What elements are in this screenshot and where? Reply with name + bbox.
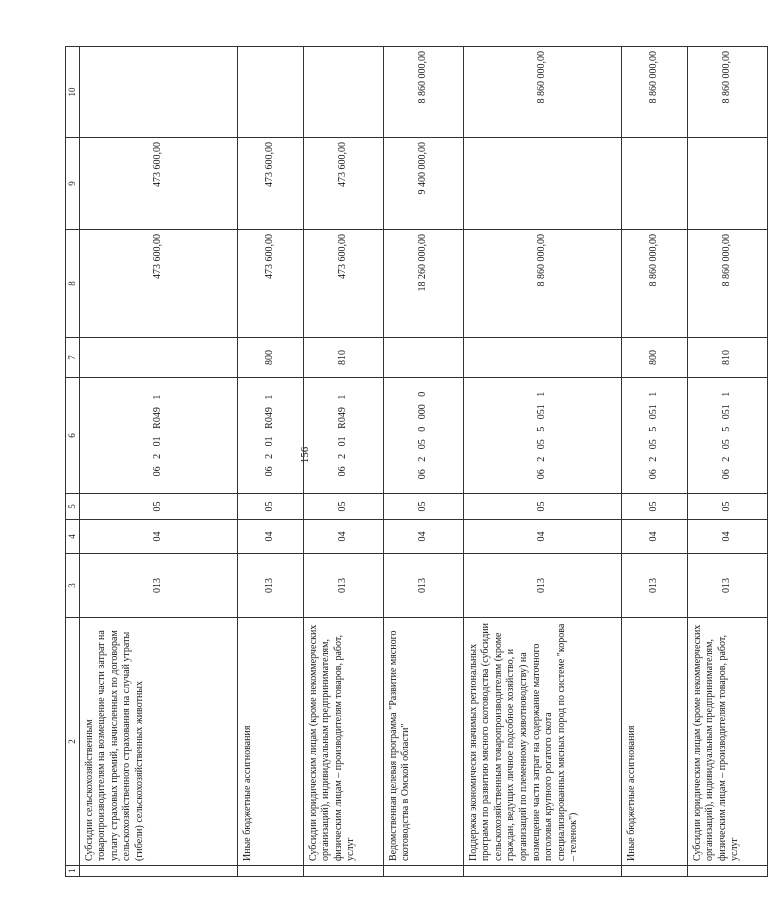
expense-type-code	[79, 338, 237, 378]
row-description: Поддержка экономически значимых региональных программ по развитию мясного скотоводства (субсидии сельскохозяйственным товаропроизводителям (кроме граждан, ведущих личное подсобное хозяйство, и организаций по племенному животноводству) на возмещение части затрат на содержание маточного поголовья крупного рогатого скота специализированных мясных пород по системе "корова – теленок")	[463, 618, 621, 866]
column-header-3: 3	[66, 554, 80, 618]
column-header-7: 7	[66, 338, 80, 378]
amount-total: 8 860 000,00	[463, 230, 621, 338]
table-row	[303, 47, 383, 877]
budget-table-sheet	[65, 47, 741, 877]
page-number: 156	[299, 446, 311, 464]
target-article-code: 06 2 01 R049 1	[79, 378, 237, 494]
expense-type-code: 800	[237, 338, 303, 378]
ministry-code: 013	[687, 554, 767, 618]
amount-regional: 8 860 000,00	[463, 47, 621, 138]
column-header-6: 6	[66, 378, 80, 494]
table-row	[687, 47, 767, 877]
amount-total: 18 260 000,00	[383, 230, 463, 338]
target-article-code: 06 2 01 R049 1	[237, 378, 303, 494]
column-header-5: 5	[66, 494, 80, 520]
amount-federal: 473 600,00	[303, 138, 383, 230]
section-code: 04	[621, 520, 687, 554]
table-row	[79, 47, 237, 877]
target-article-code: 06 2 05 5 051 1	[621, 378, 687, 494]
target-article-code: 06 2 05 5 051 1	[687, 378, 767, 494]
expense-type-code: 800	[621, 338, 687, 378]
column-header-1: 1	[66, 866, 80, 877]
amount-total: 473 600,00	[79, 230, 237, 338]
amount-total: 8 860 000,00	[687, 230, 767, 338]
amount-regional	[79, 47, 237, 138]
target-article-code: 06 2 01 R049 1	[303, 378, 383, 494]
column-header-4: 4	[66, 520, 80, 554]
amount-federal	[621, 138, 687, 230]
expense-type-code: 810	[687, 338, 767, 378]
table-header	[66, 47, 80, 877]
ministry-code: 013	[621, 554, 687, 618]
section-code: 04	[237, 520, 303, 554]
row-description: Субсидии юридическим лицам (кроме некоммерческих организаций), индивидуальным предпринимателям, физическим лицам – производителям товаров, работ, услуг	[687, 618, 767, 866]
section-code: 04	[463, 520, 621, 554]
row-description: Субсидии сельскохозяйственным товаропроизводителям на возмещение части затрат на уплату страховых премий, начисленных по договорам сельскохозяйственного страхования на случай утраты (гибели) сельскохозяйственных животных	[79, 618, 237, 866]
section-code: 04	[687, 520, 767, 554]
row-marker	[79, 866, 237, 877]
column-number-row	[66, 47, 80, 877]
row-marker	[463, 866, 621, 877]
amount-total: 8 860 000,00	[621, 230, 687, 338]
subsection-code: 05	[621, 494, 687, 520]
table-row	[237, 47, 303, 877]
section-code: 04	[79, 520, 237, 554]
ministry-code: 013	[303, 554, 383, 618]
amount-total: 473 600,00	[303, 230, 383, 338]
row-description: Иные бюджетные ассигнования	[621, 618, 687, 866]
section-code: 04	[303, 520, 383, 554]
column-header-9: 9	[66, 138, 80, 230]
subsection-code: 05	[383, 494, 463, 520]
amount-total: 473 600,00	[237, 230, 303, 338]
column-header-10: 10	[66, 47, 80, 138]
subsection-code: 05	[303, 494, 383, 520]
amount-federal: 473 600,00	[79, 138, 237, 230]
amount-federal	[687, 138, 767, 230]
row-marker	[621, 866, 687, 877]
column-header-8: 8	[66, 230, 80, 338]
ministry-code: 013	[237, 554, 303, 618]
row-marker	[383, 866, 463, 877]
row-description: Субсидии юридическим лицам (кроме некоммерческих организаций), индивидуальным предпринимателям, физическим лицам – производителям товаров, работ, услуг	[303, 618, 383, 866]
subsection-code: 05	[687, 494, 767, 520]
subsection-code: 05	[79, 494, 237, 520]
amount-regional: 8 860 000,00	[687, 47, 767, 138]
ministry-code: 013	[79, 554, 237, 618]
amount-federal	[463, 138, 621, 230]
expense-type-code	[463, 338, 621, 378]
amount-regional: 8 860 000,00	[383, 47, 463, 138]
amount-federal: 473 600,00	[237, 138, 303, 230]
amount-regional	[303, 47, 383, 138]
section-code: 04	[383, 520, 463, 554]
subsection-code: 05	[237, 494, 303, 520]
row-marker	[237, 866, 303, 877]
amount-regional	[237, 47, 303, 138]
expense-type-code	[383, 338, 463, 378]
ministry-code: 013	[383, 554, 463, 618]
target-article-code: 06 2 05 5 051 1	[463, 378, 621, 494]
budget-table	[65, 46, 768, 877]
target-article-code: 06 2 05 0 000 0	[383, 378, 463, 494]
table-row	[463, 47, 621, 877]
expense-type-code: 810	[303, 338, 383, 378]
table-row	[383, 47, 463, 877]
row-marker	[687, 866, 767, 877]
column-header-2: 2	[66, 618, 80, 866]
amount-federal: 9 400 000,00	[383, 138, 463, 230]
table-row	[621, 47, 687, 877]
row-description: Ведомственная целевая программа "Развитие мясного скотоводства в Омской области"	[383, 618, 463, 866]
table-body	[79, 47, 767, 877]
row-description: Иные бюджетные ассигнования	[237, 618, 303, 866]
row-marker	[303, 866, 383, 877]
amount-regional: 8 860 000,00	[621, 47, 687, 138]
ministry-code: 013	[463, 554, 621, 618]
subsection-code: 05	[463, 494, 621, 520]
